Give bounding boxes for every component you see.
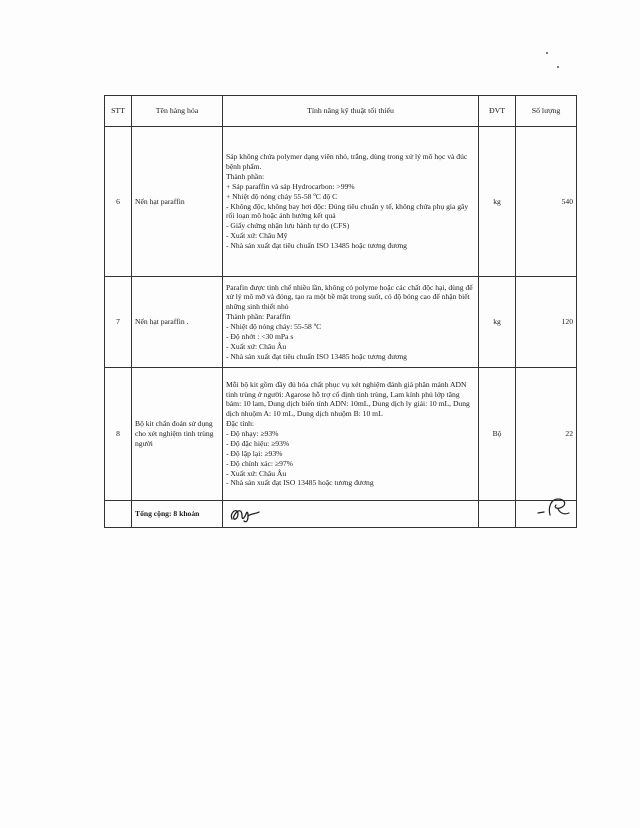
total-unit-cell [479,501,516,528]
total-row [105,501,577,528]
spec-line: Sáp không chứa polymer dạng viên nhỏ, trắng, dùng trong xử lý mô học và đúc bệnh phẩm. [226,152,468,172]
spec-line: Parafin được tinh chế nhiều lần, không có polyme hoặc các chất độc hại, dùng để xử lý mô mỡ và đóng, tạo ra một bề mặt trong suốt, có độ bóng cao để nhận biết những sinh thiết nhỏ [226,282,473,312]
total-label: Tổng cộng: 8 khoản [132,501,223,528]
spec-line: - Độ chính xác: ≥97% [226,458,294,468]
spec-line: - Độ đặc hiệu: ≥93% [226,438,290,448]
row-name: Nến hạt paraffin . [132,277,223,368]
goods-table [104,95,577,528]
row-qty: 22 [516,368,577,501]
spec-line: Mỗi bộ kit gồm đầy đủ hóa chất phục vụ xét nghiệm đánh giá phân mảnh ADN tinh trùng ở người: Agarose hỗ trợ cố định tinh trùng, Lam kính phủ lớp tăng bám: 10 lam, Dung dịch biến tính ADN: 10mL, Dung dịch ly giải: 10 mL, Dung dịch nhuộm A: 10 mL, Dung dịch nhuộm B: 10 mL [226,379,470,419]
row-spec [223,277,479,368]
total-signature-cell [223,501,479,528]
row-spec [223,127,479,277]
table-row [105,127,577,277]
row-stt: 6 [105,127,132,277]
row-unit: kg [479,127,516,277]
handwritten-signature [226,504,266,524]
spec-line: - Nhiệt độ nóng chảy: 55-58 ºC [226,322,322,331]
row-name: Nến hạt paraffin [132,127,223,277]
row-stt: 7 [105,277,132,368]
spec-line: Đặc tính: [226,419,255,429]
row-unit: kg [479,277,516,368]
header-stt: STT [105,96,132,127]
table-header-row [105,96,577,127]
row-qty: 120 [516,277,577,368]
header-qty: Số lượng [516,96,577,127]
spec-line: - Xuất xứ: Châu Mỹ [226,231,288,241]
spec-line: - Nhà sản xuất đạt tiêu chuẩn ISO 13485 hoặc tương đương [226,351,407,361]
spec-line: + Sáp paraffin và sáp Hydrocarbon: >99% [226,181,355,191]
spec-line: - Độ lặp lại: ≥93% [226,448,283,458]
spec-line: - Giấy chứng nhận lưu hành tự do (CFS) [226,221,350,231]
spec-line: - Độ nhớt : <30 mPa s [226,331,294,341]
spec-line: - Xuất xứ: Châu Âu [226,341,287,351]
header-spec: Tính năng kỹ thuật tối thiểu [223,96,479,127]
spec-line: Thành phần: Paraffin [226,312,291,322]
header-unit: ĐVT [479,96,516,127]
handwritten-page-mark [536,493,576,519]
row-stt: 8 [105,368,132,501]
table-row [105,368,577,501]
spec-line: - Không độc, không bay hơi độc: Đúng tiêu chuẩn y tế, không chứa phụ gia gây rối loạn mô hoặc ảnh hưởng kết quả [226,201,469,221]
spec-line: + Nhiệt độ nóng chảy 55-58 ºC độ C [226,191,338,201]
total-stt-cell [105,501,132,528]
row-qty: 540 [516,127,577,277]
row-spec [223,368,479,501]
spec-line: Thành phần: [226,171,265,181]
spec-line: - Nhà sản xuất đạt ISO 13485 hoặc tương đương [226,478,374,488]
row-unit: Bộ [479,368,516,501]
spec-line: - Độ nhạy: ≥93% [226,429,279,439]
table-row [105,277,577,368]
spec-line: - Xuất xứ: Châu Âu [226,468,287,478]
spec-line: - Nhà sản xuất đạt tiêu chuẩn ISO 13485 hoặc tương đương [226,240,407,250]
header-name: Tên hàng hóa [132,96,223,127]
row-name: Bộ kit chẩn đoán sử dụng cho xét nghiệm tinh trùng người [132,368,223,501]
